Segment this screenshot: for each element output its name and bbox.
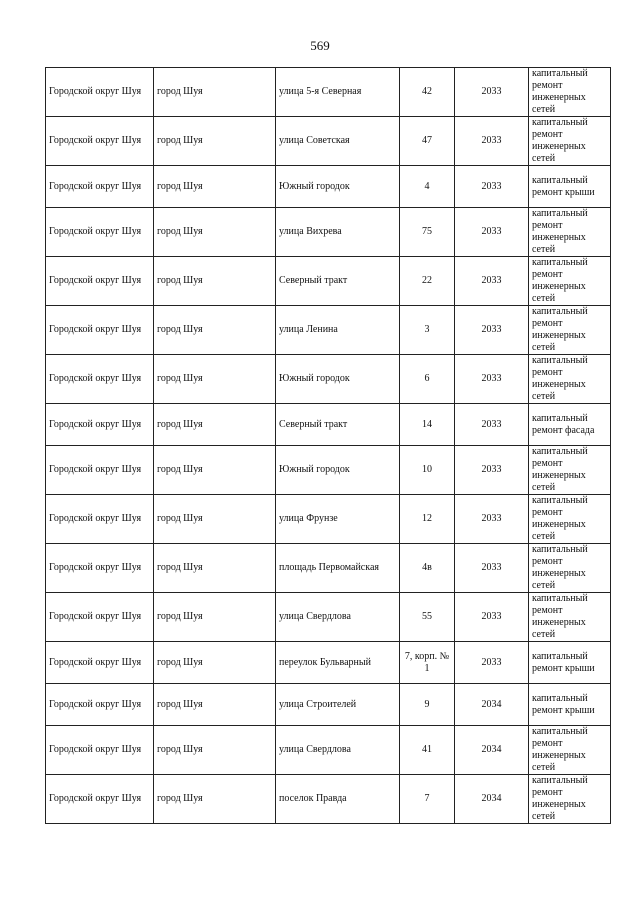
table-row: [46, 495, 611, 544]
year-cell: 2034: [455, 726, 529, 775]
table-body: [46, 68, 611, 824]
street-cell: улица Ленина: [276, 306, 400, 355]
house-number-cell: 14: [400, 404, 455, 446]
house-number-cell: 42: [400, 68, 455, 117]
city-cell: город Шуя: [154, 117, 276, 166]
city-cell: город Шуя: [154, 166, 276, 208]
work-type-cell: капитальный ремонт инженерных сетей: [529, 257, 611, 306]
year-cell: 2033: [455, 446, 529, 495]
year-cell: 2033: [455, 208, 529, 257]
city-cell: город Шуя: [154, 446, 276, 495]
year-cell: 2033: [455, 68, 529, 117]
house-number-cell: 3: [400, 306, 455, 355]
table-row: [46, 593, 611, 642]
house-number-cell: 9: [400, 684, 455, 726]
year-cell: 2033: [455, 404, 529, 446]
street-cell: Северный тракт: [276, 257, 400, 306]
municipality-cell: Городской округ Шуя: [46, 68, 154, 117]
year-cell: 2033: [455, 495, 529, 544]
house-number-cell: 12: [400, 495, 455, 544]
house-number-cell: 7, корп. № 1: [400, 642, 455, 684]
year-cell: 2033: [455, 117, 529, 166]
table-row: [46, 642, 611, 684]
house-number-cell: 4в: [400, 544, 455, 593]
street-cell: улица 5-я Северная: [276, 68, 400, 117]
work-type-cell: капитальный ремонт инженерных сетей: [529, 446, 611, 495]
table-row: [46, 68, 611, 117]
municipality-cell: Городской округ Шуя: [46, 117, 154, 166]
table-row: [46, 166, 611, 208]
municipality-cell: Городской округ Шуя: [46, 306, 154, 355]
work-type-cell: капитальный ремонт инженерных сетей: [529, 544, 611, 593]
table-row: [46, 775, 611, 824]
table-row: [46, 257, 611, 306]
municipality-cell: Городской округ Шуя: [46, 257, 154, 306]
municipality-cell: Городской округ Шуя: [46, 544, 154, 593]
house-number-cell: 10: [400, 446, 455, 495]
table-row: [46, 446, 611, 495]
work-type-cell: капитальный ремонт крыши: [529, 684, 611, 726]
street-cell: Южный городок: [276, 446, 400, 495]
house-number-cell: 47: [400, 117, 455, 166]
year-cell: 2033: [455, 355, 529, 404]
page-number: 569: [310, 38, 330, 53]
city-cell: город Шуя: [154, 306, 276, 355]
table-row: [46, 355, 611, 404]
street-cell: Южный городок: [276, 166, 400, 208]
year-cell: 2033: [455, 593, 529, 642]
street-cell: улица Свердлова: [276, 726, 400, 775]
table-row: [46, 306, 611, 355]
municipality-cell: Городской округ Шуя: [46, 642, 154, 684]
house-number-cell: 7: [400, 775, 455, 824]
work-type-cell: капитальный ремонт инженерных сетей: [529, 593, 611, 642]
city-cell: город Шуя: [154, 684, 276, 726]
house-number-cell: 22: [400, 257, 455, 306]
house-number-cell: 4: [400, 166, 455, 208]
work-type-cell: капитальный ремонт фасада: [529, 404, 611, 446]
year-cell: 2033: [455, 306, 529, 355]
table-row: [46, 117, 611, 166]
street-cell: площадь Первомайская: [276, 544, 400, 593]
city-cell: город Шуя: [154, 355, 276, 404]
street-cell: поселок Правда: [276, 775, 400, 824]
work-type-cell: капитальный ремонт инженерных сетей: [529, 775, 611, 824]
table-row: [46, 404, 611, 446]
repair-schedule-table: [45, 67, 611, 824]
city-cell: город Шуя: [154, 593, 276, 642]
municipality-cell: Городской округ Шуя: [46, 495, 154, 544]
municipality-cell: Городской округ Шуя: [46, 593, 154, 642]
work-type-cell: капитальный ремонт инженерных сетей: [529, 68, 611, 117]
municipality-cell: Городской округ Шуя: [46, 726, 154, 775]
table-row: [46, 208, 611, 257]
city-cell: город Шуя: [154, 495, 276, 544]
work-type-cell: капитальный ремонт крыши: [529, 166, 611, 208]
municipality-cell: Городской округ Шуя: [46, 775, 154, 824]
city-cell: город Шуя: [154, 775, 276, 824]
work-type-cell: капитальный ремонт инженерных сетей: [529, 726, 611, 775]
municipality-cell: Городской округ Шуя: [46, 684, 154, 726]
municipality-cell: Городской округ Шуя: [46, 166, 154, 208]
work-type-cell: капитальный ремонт крыши: [529, 642, 611, 684]
work-type-cell: капитальный ремонт инженерных сетей: [529, 306, 611, 355]
street-cell: Южный городок: [276, 355, 400, 404]
street-cell: переулок Бульварный: [276, 642, 400, 684]
city-cell: город Шуя: [154, 208, 276, 257]
house-number-cell: 6: [400, 355, 455, 404]
city-cell: город Шуя: [154, 68, 276, 117]
street-cell: улица Свердлова: [276, 593, 400, 642]
street-cell: улица Строителей: [276, 684, 400, 726]
house-number-cell: 55: [400, 593, 455, 642]
municipality-cell: Городской округ Шуя: [46, 208, 154, 257]
table-row: [46, 726, 611, 775]
municipality-cell: Городской округ Шуя: [46, 446, 154, 495]
year-cell: 2033: [455, 257, 529, 306]
year-cell: 2034: [455, 775, 529, 824]
city-cell: город Шуя: [154, 257, 276, 306]
table-row: [46, 684, 611, 726]
street-cell: Северный тракт: [276, 404, 400, 446]
year-cell: 2034: [455, 684, 529, 726]
city-cell: город Шуя: [154, 726, 276, 775]
municipality-cell: Городской округ Шуя: [46, 355, 154, 404]
year-cell: 2033: [455, 642, 529, 684]
municipality-cell: Городской округ Шуя: [46, 404, 154, 446]
street-cell: улица Вихрева: [276, 208, 400, 257]
house-number-cell: 75: [400, 208, 455, 257]
work-type-cell: капитальный ремонт инженерных сетей: [529, 355, 611, 404]
work-type-cell: капитальный ремонт инженерных сетей: [529, 208, 611, 257]
work-type-cell: капитальный ремонт инженерных сетей: [529, 495, 611, 544]
city-cell: город Шуя: [154, 404, 276, 446]
street-cell: улица Фрунзе: [276, 495, 400, 544]
city-cell: город Шуя: [154, 544, 276, 593]
table-row: [46, 544, 611, 593]
house-number-cell: 41: [400, 726, 455, 775]
year-cell: 2033: [455, 166, 529, 208]
year-cell: 2033: [455, 544, 529, 593]
city-cell: город Шуя: [154, 642, 276, 684]
work-type-cell: капитальный ремонт инженерных сетей: [529, 117, 611, 166]
street-cell: улица Советская: [276, 117, 400, 166]
